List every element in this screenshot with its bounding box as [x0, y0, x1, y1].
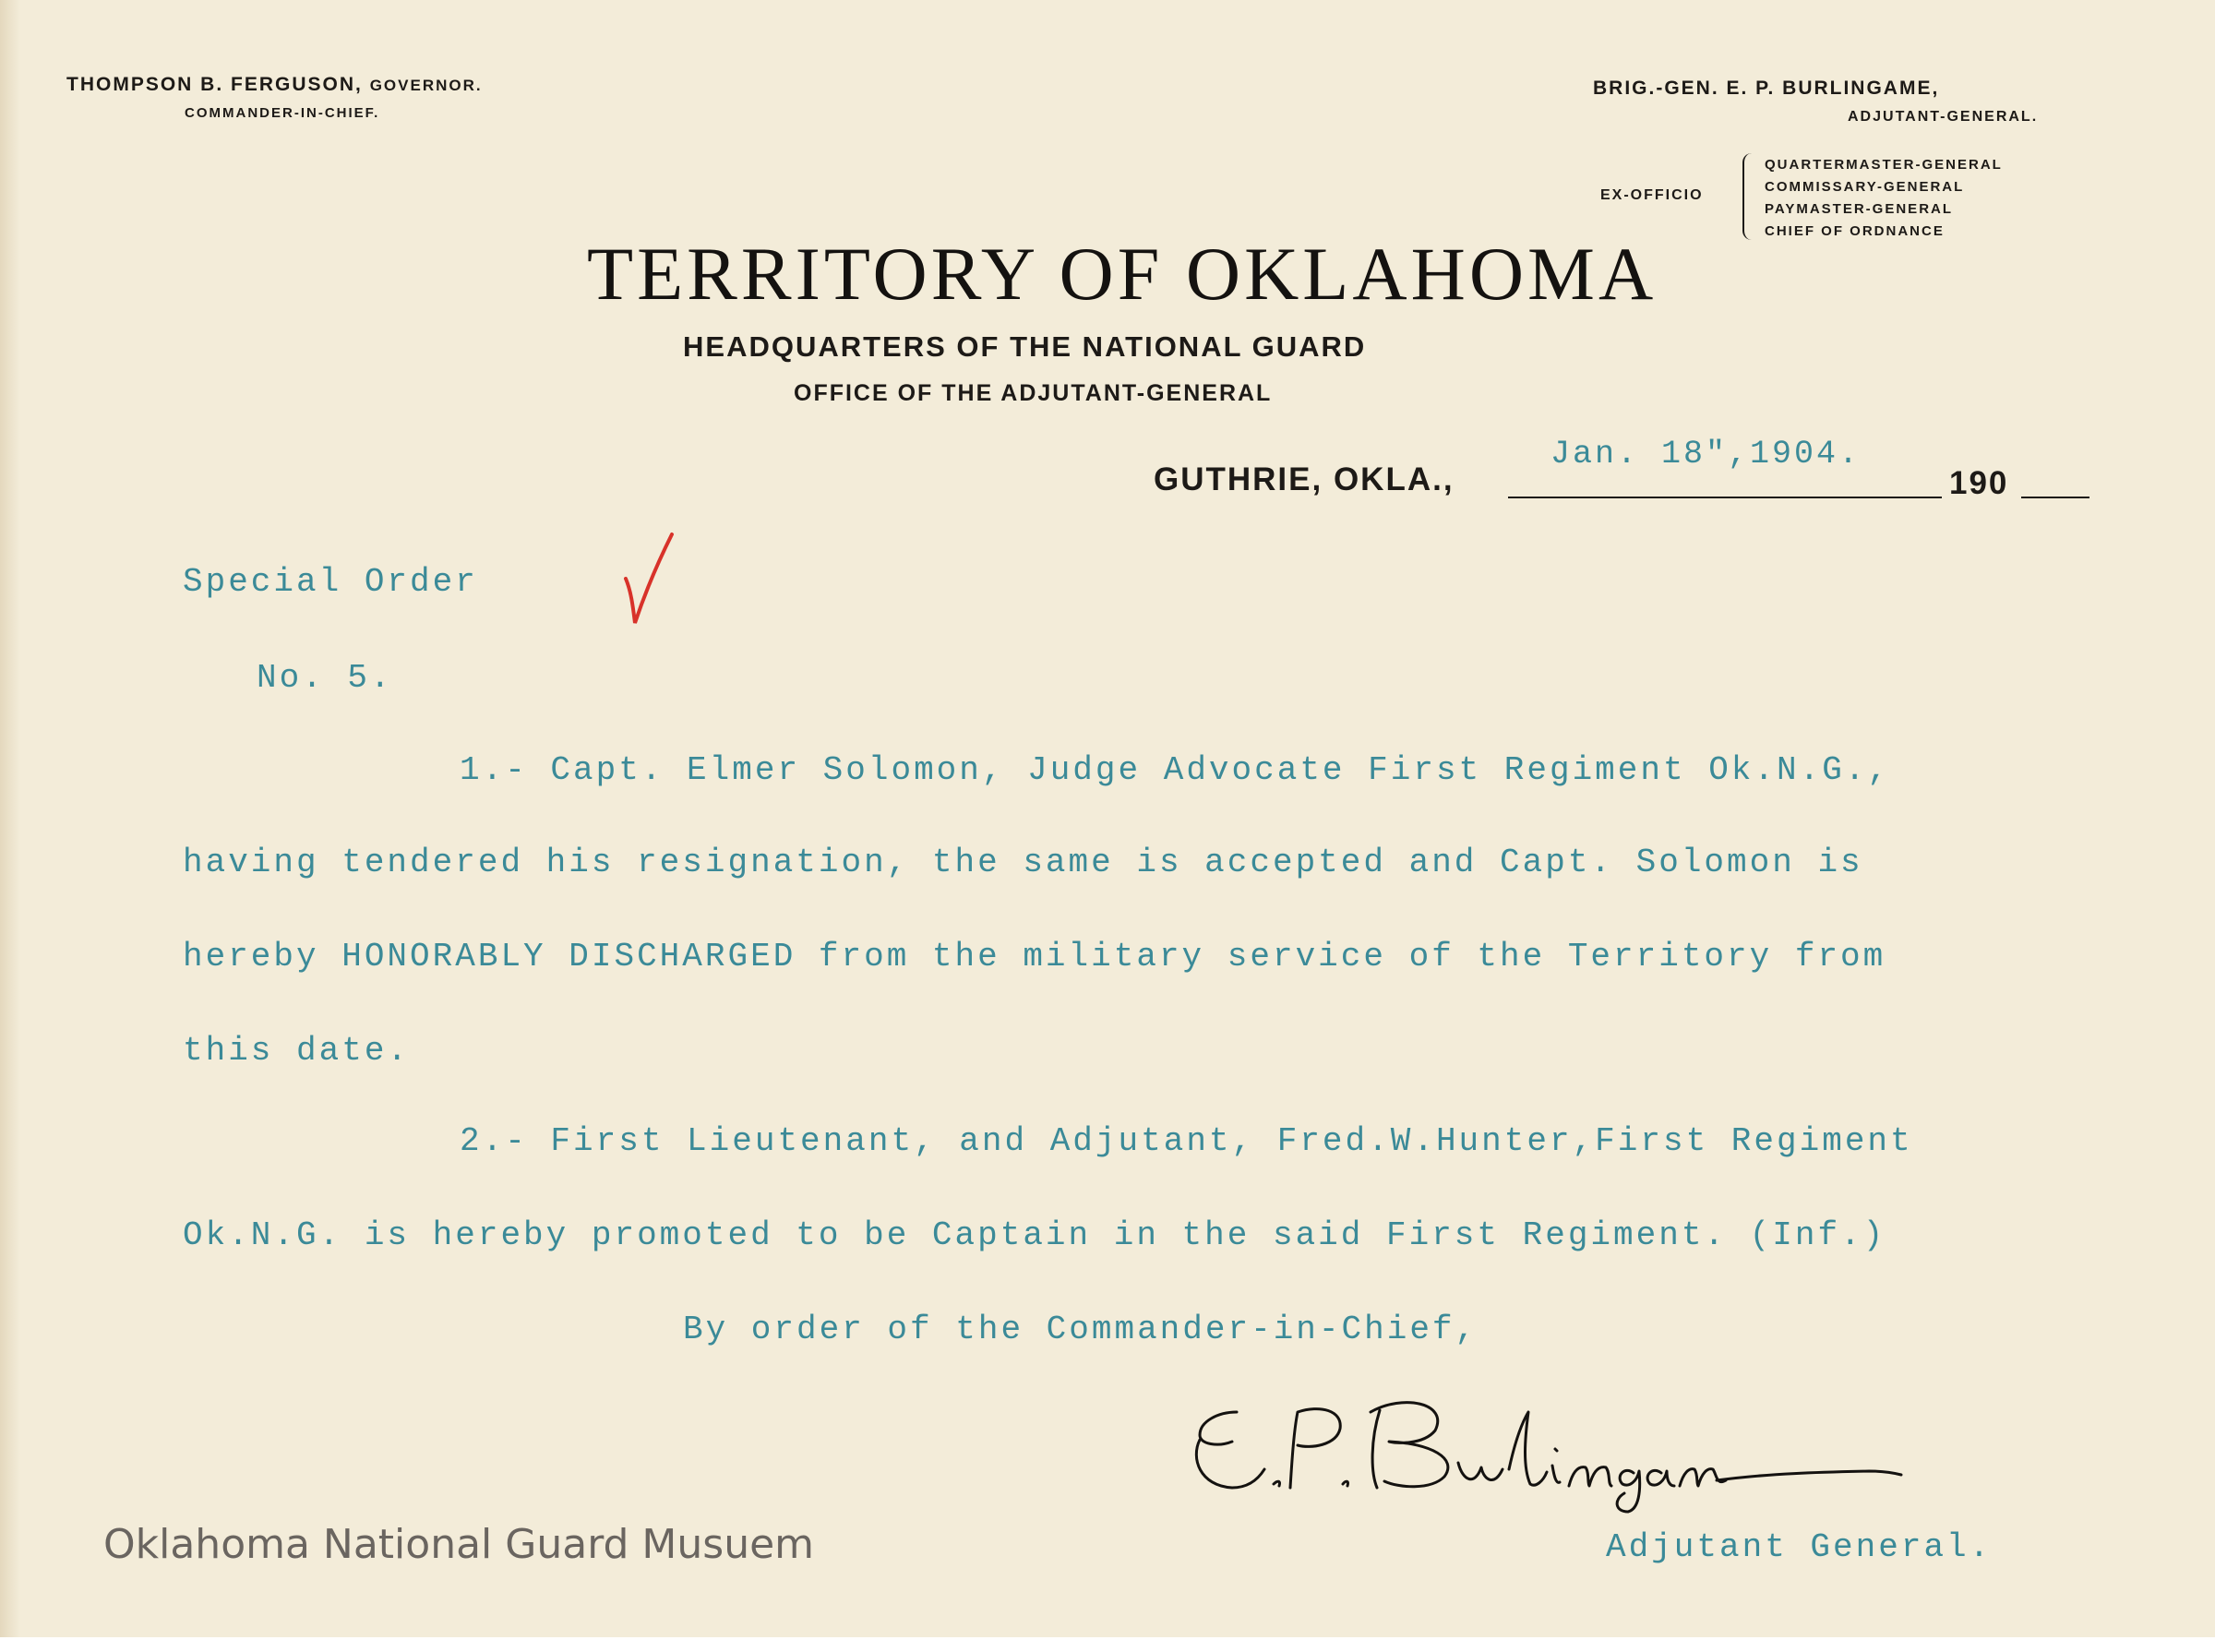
- governor-name: THOMPSON B. FERGUSON,: [66, 74, 363, 95]
- ex-officio-role: QUARTERMASTER-GENERAL: [1765, 157, 2003, 173]
- body-line: Ok.N.G. is hereby promoted to be Captain in the said First Regiment. (Inf.): [183, 1216, 1886, 1254]
- body-line: having tendered his resignation, the same is accepted and Capt. Solomon is: [183, 844, 1863, 881]
- order-number: No. 5.: [257, 659, 393, 697]
- governor-role: COMMANDER-IN-CHIEF.: [185, 105, 380, 121]
- year-rule: [2021, 497, 2089, 498]
- year-prefix: 190: [1949, 465, 2009, 501]
- governor-title: GOVERNOR.: [369, 77, 483, 94]
- ex-officio-role: CHIEF OF ORDNANCE: [1765, 223, 1945, 239]
- letterhead-subtitle: HEADQUARTERS OF THE NATIONAL GUARD: [683, 330, 1367, 363]
- body-line: 1.- Capt. Elmer Solomon, Judge Advocate First Regiment Ok.N.G.,: [460, 751, 1891, 789]
- ex-officio-label: EX-OFFICIO: [1600, 187, 1704, 203]
- ex-officio-role: PAYMASTER-GENERAL: [1765, 201, 1954, 217]
- body-line: hereby HONORABLY DISCHARGED from the military service of the Territory from: [183, 938, 1886, 976]
- letterhead-office: OFFICE OF THE ADJUTANT-GENERAL: [794, 380, 1273, 406]
- adjutant-role: ADJUTANT-GENERAL.: [1848, 109, 2039, 125]
- ex-officio-brace: [1742, 153, 1757, 240]
- document-date: Jan. 18",1904.: [1550, 436, 1862, 473]
- museum-watermark: Oklahoma National Guard Musuem: [103, 1521, 815, 1568]
- governor-line: [66, 74, 483, 96]
- body-line: 2.- First Lieutenant, and Adjutant, Fred.W.Hunter,First Regiment: [460, 1122, 1913, 1160]
- place-label: GUTHRIE, OKLA.,: [1154, 461, 1455, 497]
- scan-bottom-border: [0, 1637, 2215, 1652]
- body-line: this date.: [183, 1032, 411, 1070]
- adjutant-name: BRIG.-GEN. E. P. BURLINGAME,: [1593, 78, 1940, 99]
- order-title: Special Order: [183, 563, 478, 601]
- red-check-mark-icon: [620, 531, 676, 632]
- closing-line: By order of the Commander-in-Chief,: [683, 1311, 1479, 1348]
- ex-officio-role: COMMISSARY-GENERAL: [1765, 179, 1965, 195]
- letterhead-title: TERRITORY OF OKLAHOMA: [587, 232, 1658, 316]
- signature-mark: [1181, 1384, 2012, 1514]
- signatory-title: Adjutant General.: [1606, 1528, 1993, 1566]
- date-rule: [1508, 497, 1942, 498]
- paper-edge: [0, 0, 20, 1652]
